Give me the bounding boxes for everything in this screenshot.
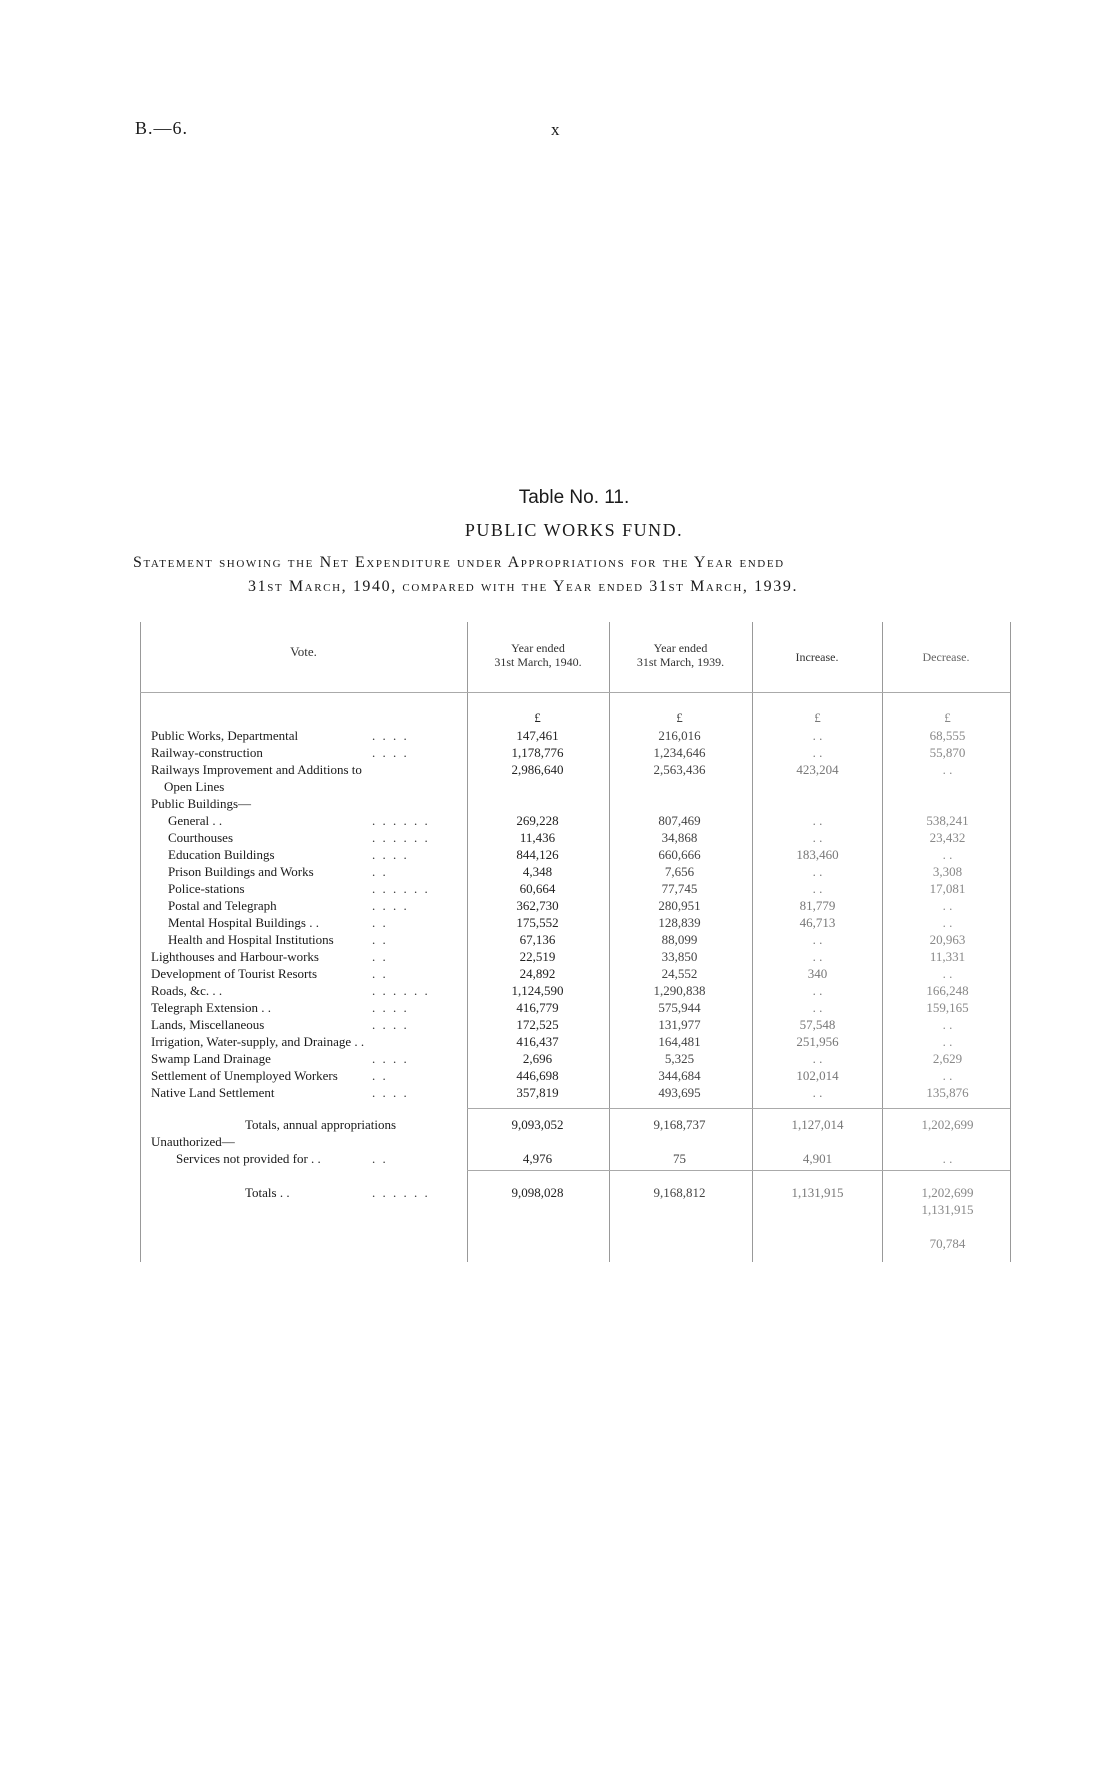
value-1939: 9,168,737 <box>653 1117 706 1132</box>
row-leader-dots: . . <box>372 966 388 981</box>
row-label: Native Land Settlement <box>151 1085 275 1100</box>
currency-increase: £ <box>814 710 821 725</box>
value-1939: 33,850 <box>661 949 698 964</box>
value-decrease: 3,308 <box>932 864 963 879</box>
value-increase: . . <box>812 1000 823 1015</box>
row-label: Swamp Land Drainage <box>151 1051 271 1066</box>
value-increase: . . <box>812 864 823 879</box>
page-number: x <box>551 120 560 139</box>
table-row <box>0 796 1114 813</box>
table-row <box>0 983 1114 1000</box>
value-1939: 34,868 <box>661 830 698 845</box>
value-1939: 1,234,646 <box>653 745 706 760</box>
value-decrease: 538,241 <box>926 813 969 828</box>
row-label: Public Works, Departmental <box>151 728 299 743</box>
value-decrease: 55,870 <box>929 745 966 760</box>
table-row <box>0 932 1114 949</box>
currency-row <box>0 710 1114 727</box>
row-label: Roads, &c. . . <box>151 983 223 998</box>
row-leader-dots: . . . . . . <box>372 813 430 828</box>
row-leader-dots: . . . . . . <box>372 1185 430 1200</box>
value-1939: 77,745 <box>661 881 698 896</box>
value-decrease: 17,081 <box>929 881 966 896</box>
value-1939: 7,656 <box>664 864 695 879</box>
value-decrease: 70,784 <box>929 1236 966 1251</box>
value-1939: 1,290,838 <box>653 983 706 998</box>
value-1940: 416,779 <box>516 1000 559 1015</box>
value-decrease: . . <box>942 762 953 777</box>
table-row <box>0 1185 1114 1202</box>
col-header-1939-line1: Year ended <box>653 641 708 655</box>
row-leader-dots: . . . . <box>372 1000 409 1015</box>
row-leader-dots: . . <box>372 1151 388 1166</box>
statement-line-2: 31st March, 1940, compared with the Year ended 31st March, 1939. <box>248 578 799 595</box>
value-1940: 416,437 <box>516 1034 559 1049</box>
currency-1939: £ <box>676 710 683 725</box>
value-1940: 362,730 <box>516 898 559 913</box>
fund-title: PUBLIC WORKS FUND. <box>464 520 684 540</box>
row-label: Public Buildings— <box>151 796 252 811</box>
table-row <box>0 762 1114 779</box>
currency-decrease: £ <box>944 710 951 725</box>
row-label: Courthouses <box>168 830 233 845</box>
row-leader-dots: . . . . <box>372 898 409 913</box>
value-1939: 9,168,812 <box>653 1185 706 1200</box>
value-decrease: 135,876 <box>926 1085 969 1100</box>
value-1940: 172,525 <box>516 1017 559 1032</box>
table-row <box>0 1017 1114 1034</box>
value-increase: 57,548 <box>799 1017 836 1032</box>
value-increase: 81,779 <box>799 898 836 913</box>
row-label: Lighthouses and Harbour-works <box>151 949 319 964</box>
col-header-1940 <box>467 641 609 669</box>
value-increase: 4,901 <box>802 1151 833 1166</box>
value-decrease: . . <box>942 1017 953 1032</box>
row-label: Postal and Telegraph <box>168 898 277 913</box>
row-label: Education Buildings <box>168 847 275 862</box>
col-header-1940-line1: Year ended <box>511 641 565 655</box>
table-row <box>0 1134 1114 1151</box>
row-leader-dots: . . . . . . <box>372 830 430 845</box>
col-header-1939 <box>609 641 752 669</box>
value-1939: 493,695 <box>658 1085 701 1100</box>
value-1940: 4,348 <box>522 864 553 879</box>
value-decrease: 2,629 <box>932 1051 963 1066</box>
row-label: Totals . . <box>245 1185 290 1200</box>
value-increase: 251,956 <box>796 1034 839 1049</box>
statement-line-1: Statement showing the Net Expenditure under Appropriations for the Year ended <box>133 554 785 571</box>
value-1940: 11,436 <box>519 830 556 845</box>
value-1939: 164,481 <box>658 1034 701 1049</box>
value-1940: 844,126 <box>516 847 559 862</box>
currency-1940: £ <box>534 710 541 725</box>
row-leader-dots: . . . . <box>372 728 409 743</box>
col-header-1940-line2: 31st March, 1940. <box>494 655 582 669</box>
row-label: Lands, Miscellaneous <box>151 1017 265 1032</box>
row-label: Police-stations <box>168 881 245 896</box>
row-leader-dots: . . <box>372 932 388 947</box>
value-increase: . . <box>812 1051 823 1066</box>
table-row <box>0 898 1114 915</box>
value-1940: 147,461 <box>516 728 559 743</box>
table-row <box>0 745 1114 762</box>
table-row <box>0 847 1114 864</box>
subtotal-rule <box>467 1108 1010 1109</box>
value-increase: . . <box>812 983 823 998</box>
row-leader-dots: . . . . <box>372 745 409 760</box>
table-title: Table No. 11. <box>518 487 630 508</box>
value-increase: . . <box>812 830 823 845</box>
table-row <box>0 830 1114 847</box>
table-row <box>0 1085 1114 1102</box>
value-1939: 75 <box>673 1151 686 1166</box>
value-decrease: . . <box>942 898 953 913</box>
row-leader-dots: . . . . <box>372 1085 409 1100</box>
row-leader-dots: . . <box>372 949 388 964</box>
table-row <box>0 1068 1114 1085</box>
table-row <box>0 779 1114 796</box>
value-increase: . . <box>812 1085 823 1100</box>
value-increase: 102,014 <box>796 1068 839 1083</box>
row-label: Irrigation, Water-supply, and Drainage . . <box>151 1034 365 1049</box>
value-1940: 175,552 <box>516 915 559 930</box>
value-1940: 4,976 <box>522 1151 553 1166</box>
value-1940: 60,664 <box>519 881 556 896</box>
value-decrease: . . <box>942 1068 953 1083</box>
value-increase: 1,127,014 <box>791 1117 844 1132</box>
value-1940: 67,136 <box>519 932 556 947</box>
value-increase: . . <box>812 932 823 947</box>
value-1939: 280,951 <box>658 898 701 913</box>
value-1939: 575,944 <box>658 1000 701 1015</box>
value-1940: 2,986,640 <box>511 762 564 777</box>
table-row <box>0 966 1114 983</box>
value-1939: 216,016 <box>658 728 701 743</box>
row-label: Services not provided for . . <box>176 1151 321 1166</box>
value-increase: 183,460 <box>796 847 839 862</box>
table-row <box>0 728 1114 745</box>
value-decrease: 23,432 <box>929 830 966 845</box>
row-label: Health and Hospital Institutions <box>168 932 334 947</box>
value-1939: 24,552 <box>661 966 698 981</box>
table-row <box>0 949 1114 966</box>
row-label: Railway-construction <box>151 745 263 760</box>
value-decrease: 166,248 <box>926 983 969 998</box>
row-label: Totals, annual appropriations <box>245 1117 397 1132</box>
value-1940: 1,124,590 <box>511 983 564 998</box>
table-row <box>0 1202 1114 1219</box>
value-increase: 423,204 <box>796 762 839 777</box>
table-row <box>0 1000 1114 1017</box>
value-decrease: 68,555 <box>929 728 966 743</box>
row-label: Development of Tourist Resorts <box>151 966 318 981</box>
value-1939: 5,325 <box>664 1051 695 1066</box>
value-1940: 9,098,028 <box>511 1185 564 1200</box>
row-leader-dots: . . . . <box>372 1051 409 1066</box>
value-decrease: 1,202,699 <box>921 1185 974 1200</box>
value-decrease: 11,331 <box>929 949 966 964</box>
col-header-increase: Increase. <box>795 650 839 664</box>
row-leader-dots: . . . . . . <box>372 881 430 896</box>
value-1939: 807,469 <box>658 813 701 828</box>
table-row <box>0 1034 1114 1051</box>
value-decrease: 1,202,699 <box>921 1117 974 1132</box>
table-row <box>0 1051 1114 1068</box>
row-label: Mental Hospital Buildings . . <box>168 915 319 930</box>
row-label: Unauthorized— <box>151 1134 235 1149</box>
value-decrease: 20,963 <box>929 932 966 947</box>
value-1940: 269,228 <box>516 813 559 828</box>
row-leader-dots: . . <box>372 864 388 879</box>
row-label: Open Lines <box>164 779 225 794</box>
row-label: Telegraph Extension . . <box>151 1000 272 1015</box>
value-increase: . . <box>812 881 823 896</box>
row-label: Railways Improvement and Additions to <box>151 762 362 777</box>
row-leader-dots: . . . . <box>372 847 409 862</box>
header-rule <box>140 692 1010 693</box>
value-1940: 9,093,052 <box>511 1117 564 1132</box>
total-rule <box>467 1170 1010 1171</box>
table-row <box>0 881 1114 898</box>
value-1940: 446,698 <box>516 1068 559 1083</box>
value-1939: 344,684 <box>658 1068 701 1083</box>
row-leader-dots: . . . . <box>372 1017 409 1032</box>
value-1940: 1,178,776 <box>511 745 564 760</box>
col-header-decrease: Decrease. <box>922 650 970 664</box>
table-row <box>0 1151 1114 1168</box>
table-row <box>0 864 1114 881</box>
value-decrease: 1,131,915 <box>921 1202 974 1217</box>
value-decrease: . . <box>942 847 953 862</box>
row-leader-dots: . . . . . . <box>372 983 430 998</box>
value-1940: 357,819 <box>516 1085 559 1100</box>
value-increase: . . <box>812 813 823 828</box>
row-leader-dots: . . <box>372 915 388 930</box>
row-label: General . . <box>168 813 223 828</box>
value-increase: . . <box>812 745 823 760</box>
table-row <box>0 813 1114 830</box>
value-1939: 660,666 <box>658 847 701 862</box>
value-1940: 24,892 <box>519 966 556 981</box>
value-increase: 340 <box>807 966 828 981</box>
table-row <box>0 915 1114 932</box>
row-label: Settlement of Unemployed Workers <box>151 1068 338 1083</box>
page-reference: B.—6. <box>135 118 189 138</box>
value-1939: 128,839 <box>658 915 701 930</box>
value-decrease: . . <box>942 966 953 981</box>
table-row <box>0 1117 1114 1134</box>
col-header-vote: Vote. <box>290 644 317 659</box>
value-1940: 2,696 <box>522 1051 553 1066</box>
value-1939: 131,977 <box>658 1017 701 1032</box>
value-increase: 1,131,915 <box>791 1185 844 1200</box>
value-decrease: . . <box>942 1151 953 1166</box>
value-decrease: . . <box>942 915 953 930</box>
value-increase: . . <box>812 728 823 743</box>
value-1939: 2,563,436 <box>653 762 706 777</box>
value-1939: 88,099 <box>661 932 698 947</box>
table-row <box>0 1236 1114 1253</box>
row-label: Prison Buildings and Works <box>168 864 314 879</box>
row-leader-dots: . . <box>372 1068 388 1083</box>
value-decrease: . . <box>942 1034 953 1049</box>
value-increase: 46,713 <box>799 915 836 930</box>
col-header-1939-line2: 31st March, 1939. <box>636 655 725 669</box>
value-1940: 22,519 <box>519 949 556 964</box>
value-increase: . . <box>812 949 823 964</box>
value-decrease: 159,165 <box>926 1000 969 1015</box>
